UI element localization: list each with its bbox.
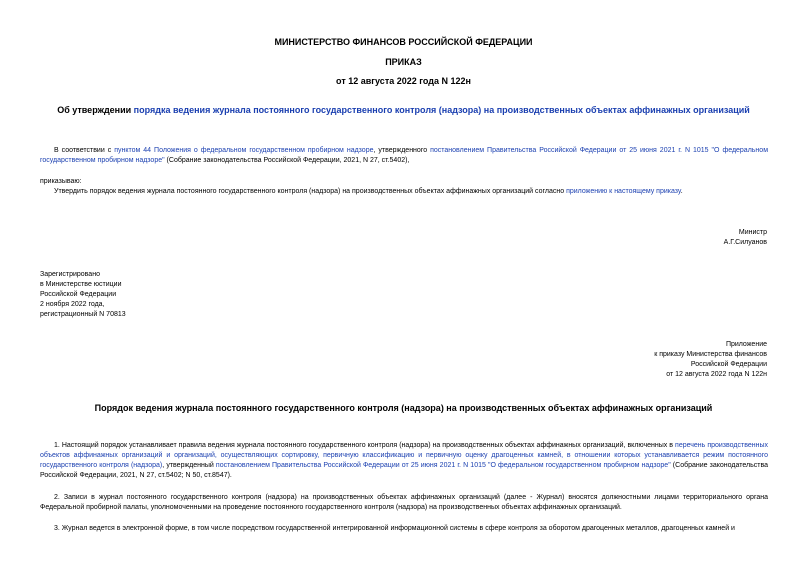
appendix-line: от 12 августа 2022 года N 122н xyxy=(666,371,767,378)
p1-text-1: 1. Настоящий порядок устанавливает правила ведения журнала постоянного государственного контроля (надзора) на производственных объектах аффинажных организаций, включенных в xyxy=(54,442,676,449)
order-word: приказываю: xyxy=(40,178,82,185)
registration-line: Зарегистрировано xyxy=(40,271,100,278)
order-text-1: Утвердить порядок ведения журнала постоянного государственного контроля (надзора) на производственных объектах аффинажных организаций согласно xyxy=(54,188,567,195)
procedure-paragraph-2: 2. Записи в журнал постоянного государственного контроля (надзора) на производственных объектах аффинажных организаций (далее - Журнал) вносятся должностными лицами территориального органа Федеральной пробирной палаты, уполномоченными на проведение постоянного государственного контроля (надзора) на производственных объектах аффинажных организаций. xyxy=(40,494,768,511)
p1-link-1[interactable]: перечень производственных объектов аффинажных организаций и организаций, осуществляющих сортировку, первичную классификацию и первичную оценку драгоценных камней, в отношении которых устанавливается режим постоянного государственного контроля (надзора) xyxy=(40,442,768,469)
p1-text-3: (Собрание законодательства Российской Федерации, 2021, N 27, ст.5402; N 50, ст.8547). xyxy=(40,462,768,479)
document-title xyxy=(0,105,807,116)
order-text-2: . xyxy=(680,188,683,195)
doc-type-heading: ПРИКАЗ xyxy=(385,57,422,67)
order-paragraph xyxy=(54,187,683,197)
preamble-link-2[interactable]: постановлением Правительства Российской Федерации от 25 июня 2021 г. N 1015 "О федеральном государственном пробирном надзоре" xyxy=(40,147,769,164)
signature-name: А.Г.Силуанов xyxy=(723,239,767,246)
procedure-paragraph-3: 3. Журнал ведется в электронной форме, в том числе посредством государственной интегрированной информационной системы в сфере контроля за оборотом драгоценных металлов, драгоценных камней и xyxy=(54,525,735,532)
p1-text-2: , утвержденный xyxy=(162,462,216,469)
registration-line: Российской Федерации xyxy=(40,291,117,298)
procedure-title: Порядок ведения журнала постоянного государственного контроля (надзора) на производственных объектах аффинажных организаций xyxy=(94,403,713,413)
preamble-text-1: В соответствии с xyxy=(54,147,115,154)
registration-block xyxy=(40,270,126,320)
ministry-heading: МИНИСТЕРСТВО ФИНАНСОВ РОССИЙСКОЙ ФЕДЕРАЦИИ xyxy=(274,37,533,47)
appendix-link[interactable]: приложению к настоящему приказу xyxy=(566,188,681,195)
appendix-line: Российской Федерации xyxy=(690,361,767,368)
title-link[interactable]: порядка ведения журнала постоянного государственного контроля (надзора) на производственных объектах аффинажных организаций xyxy=(133,105,750,115)
preamble-text-3: (Собрание законодательства Российской Федерации, 2021, N 27, ст.5402), xyxy=(164,157,410,164)
appendix-block xyxy=(654,340,767,380)
procedure-paragraph-1 xyxy=(40,441,768,481)
registration-line: в Министерстве юстиции xyxy=(40,281,122,288)
registration-line: регистрационный N 70813 xyxy=(40,311,126,318)
preamble-text-2: , утвержденного xyxy=(373,147,431,154)
signature-position: Министр xyxy=(738,229,767,236)
title-prefix: Об утверждении xyxy=(57,105,134,115)
appendix-line: Приложение xyxy=(725,341,767,348)
doc-date-number: от 12 августа 2022 года N 122н xyxy=(336,76,471,86)
registration-line: 2 ноября 2022 года, xyxy=(40,301,105,308)
preamble-link-1[interactable]: пунктом 44 Положения о федеральном государственном пробирном надзоре xyxy=(114,147,374,154)
appendix-line: к приказу Министерства финансов xyxy=(654,351,767,358)
p1-link-2[interactable]: постановлением Правительства Российской Федерации от 25 июня 2021 г. N 1015 "О федеральном государственном пробирном надзоре" xyxy=(215,462,671,469)
preamble-paragraph xyxy=(40,146,768,166)
